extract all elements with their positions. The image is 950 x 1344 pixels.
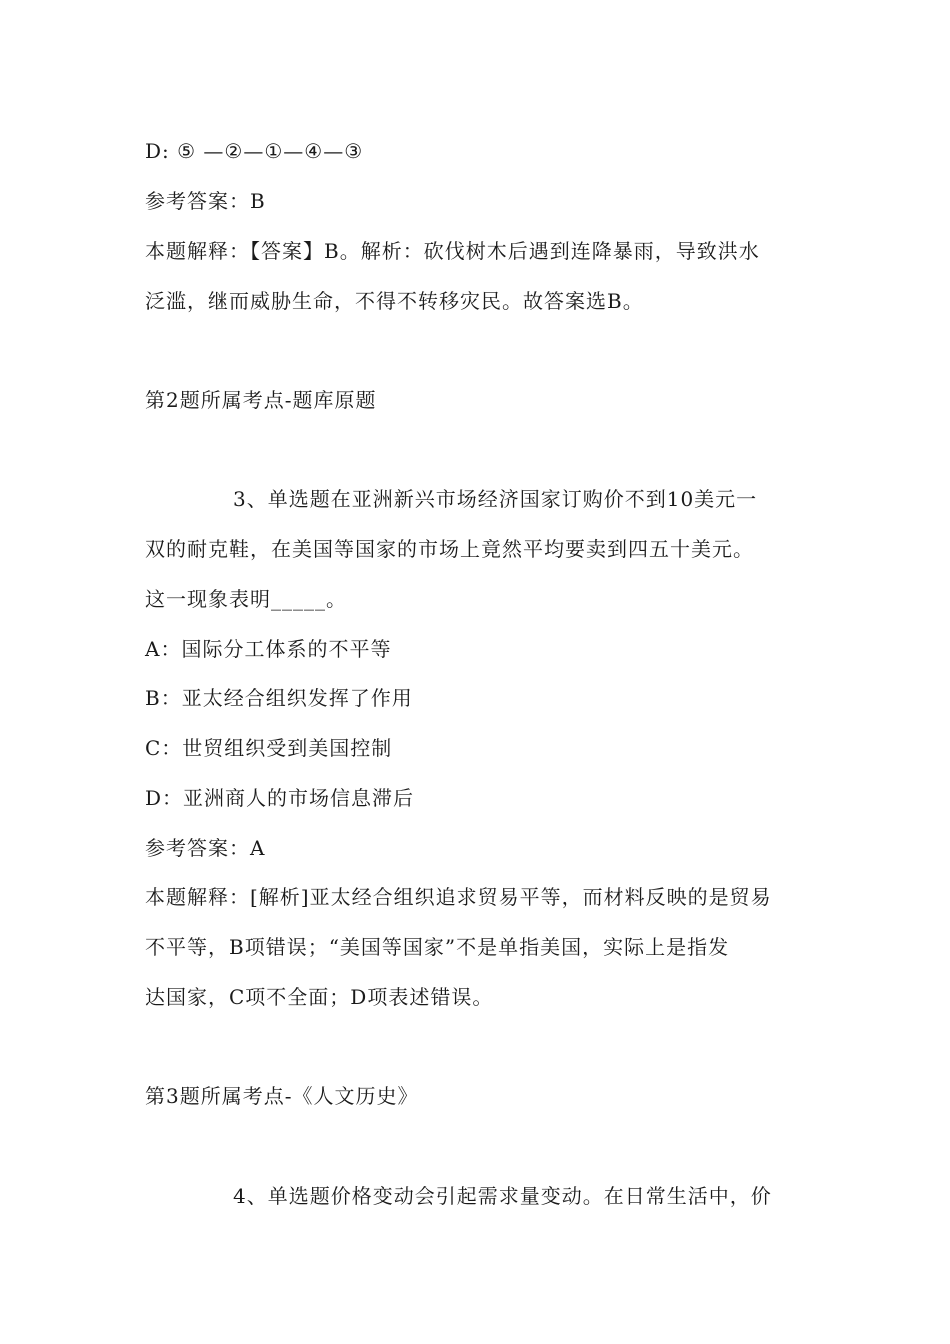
q3-stem-line1: 3、单选题在亚洲新兴市场经济国家订购价不到10美元一: [233, 487, 758, 511]
q3-stem-line3: 这一现象表明_____。: [145, 587, 347, 611]
q3-option-d: D：亚洲商人的市场信息滞后: [145, 786, 415, 810]
q3-option-a: A：国际分工体系的不平等: [145, 637, 392, 661]
q3-explanation-line1: 本题解释：[解析]亚太经合组织追求贸易平等，而材料反映的是贸易: [145, 885, 772, 909]
q3-answer: 参考答案：A: [145, 836, 266, 860]
q3-explanation-line2: 不平等，B项错误；“美国等国家”不是单指美国，实际上是指发: [145, 935, 730, 959]
q3-stem-line2: 双的耐克鞋，在美国等国家的市场上竟然平均要卖到四五十美元。: [145, 537, 754, 561]
q2-topic: 第2题所属考点-题库原题: [145, 388, 377, 412]
q2-explanation-line1: 本题解释：【答案】B。解析：砍伐树木后遇到连降暴雨，导致洪水: [145, 239, 760, 263]
q3-option-c: C：世贸组织受到美国控制: [145, 736, 393, 760]
q3-explanation-line3: 达国家，C项不全面；D项表述错误。: [145, 985, 494, 1009]
q3-option-b: B：亚太经合组织发挥了作用: [145, 686, 413, 710]
q2-option-d: D: ⑤ —②—①—④—③: [145, 139, 364, 163]
q2-explanation-line2: 泛滥，继而威胁生命，不得不转移灾民。故答案选B。: [145, 289, 644, 313]
q4-stem-line1: 4、单选题价格变动会引起需求量变动。在日常生活中，价: [233, 1184, 772, 1208]
q2-answer: 参考答案：B: [145, 189, 266, 213]
q3-topic: 第3题所属考点-《人文历史》: [145, 1084, 419, 1108]
